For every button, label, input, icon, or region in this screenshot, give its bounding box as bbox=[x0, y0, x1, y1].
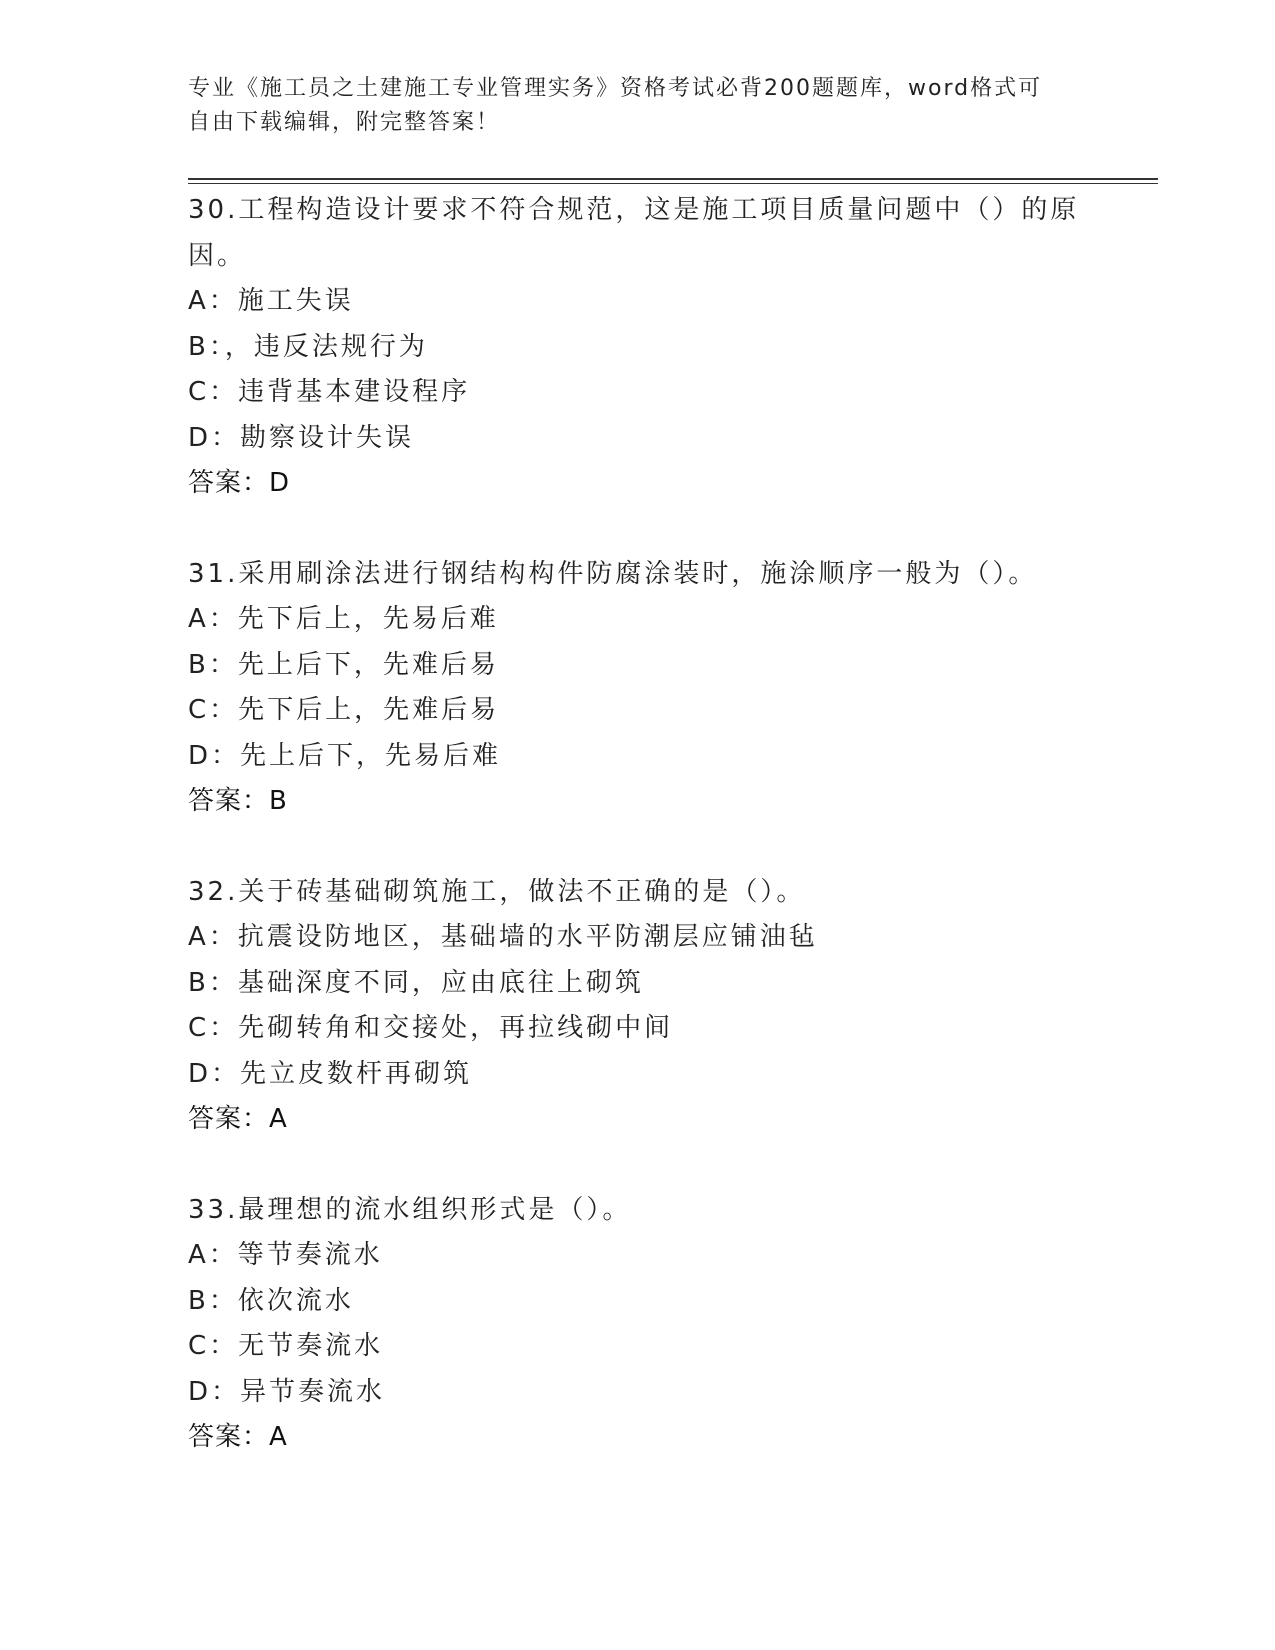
option-c: C：先下后上，先难后易 bbox=[188, 695, 500, 725]
option-a: A：等节奏流水 bbox=[188, 1240, 383, 1270]
option-b: B：依次流水 bbox=[188, 1285, 354, 1316]
question-stem: 32.关于砖基础砌筑施工，做法不正确的是（）。 bbox=[188, 876, 806, 907]
question-list bbox=[188, 188, 1188, 1506]
option-a: A：抗震设防地区，基础墙的水平防潮层应铺油毡 bbox=[188, 922, 818, 952]
option-d: D：异节奏流水 bbox=[188, 1376, 386, 1407]
question-32 bbox=[188, 870, 1188, 1143]
option-d: D：勘察设计失误 bbox=[188, 422, 415, 453]
option-b: B：先上后下，先难后易 bbox=[188, 649, 499, 680]
answer: 答案：A bbox=[188, 1422, 288, 1452]
option-b: B：基础深度不同，应由底往上砌筑 bbox=[188, 967, 644, 998]
header-rule-bottom bbox=[188, 183, 1158, 184]
header-rule-top bbox=[188, 178, 1158, 180]
option-b: B：，违反法规行为 bbox=[188, 331, 428, 362]
question-stem: 33.最理想的流水组织形式是（）。 bbox=[188, 1194, 632, 1225]
question-stem: 31.采用刷涂法进行钢结构构件防腐涂装时，施涂顺序一般为（）。 bbox=[188, 558, 1038, 589]
option-c: C：违背基本建设程序 bbox=[188, 377, 471, 407]
option-d: D：先立皮数杆再砌筑 bbox=[188, 1058, 473, 1089]
header-line-2: 自由下载编辑，附完整答案！ bbox=[188, 110, 501, 135]
header-line-1: 专业《施工员之土建施工专业管理实务》资格考试必背200题题库，word格式可 bbox=[188, 76, 1043, 101]
question-30 bbox=[188, 188, 1188, 507]
option-a: A：先下后上，先易后难 bbox=[188, 604, 499, 634]
option-a: A：施工失误 bbox=[188, 286, 354, 316]
question-stem: 30.工程构造设计要求不符合规范，这是施工项目质量问题中（）的原因。 bbox=[188, 195, 1080, 271]
answer: 答案：B bbox=[188, 786, 288, 816]
option-d: D：先上后下，先易后难 bbox=[188, 740, 502, 771]
question-33 bbox=[188, 1188, 1188, 1461]
option-c: C：先砌转角和交接处，再拉线砌中间 bbox=[188, 1013, 674, 1043]
option-c: C：无节奏流水 bbox=[188, 1331, 384, 1361]
answer: 答案：D bbox=[188, 468, 291, 498]
document-header bbox=[188, 72, 1068, 140]
question-31 bbox=[188, 552, 1188, 825]
answer: 答案：A bbox=[188, 1104, 288, 1134]
